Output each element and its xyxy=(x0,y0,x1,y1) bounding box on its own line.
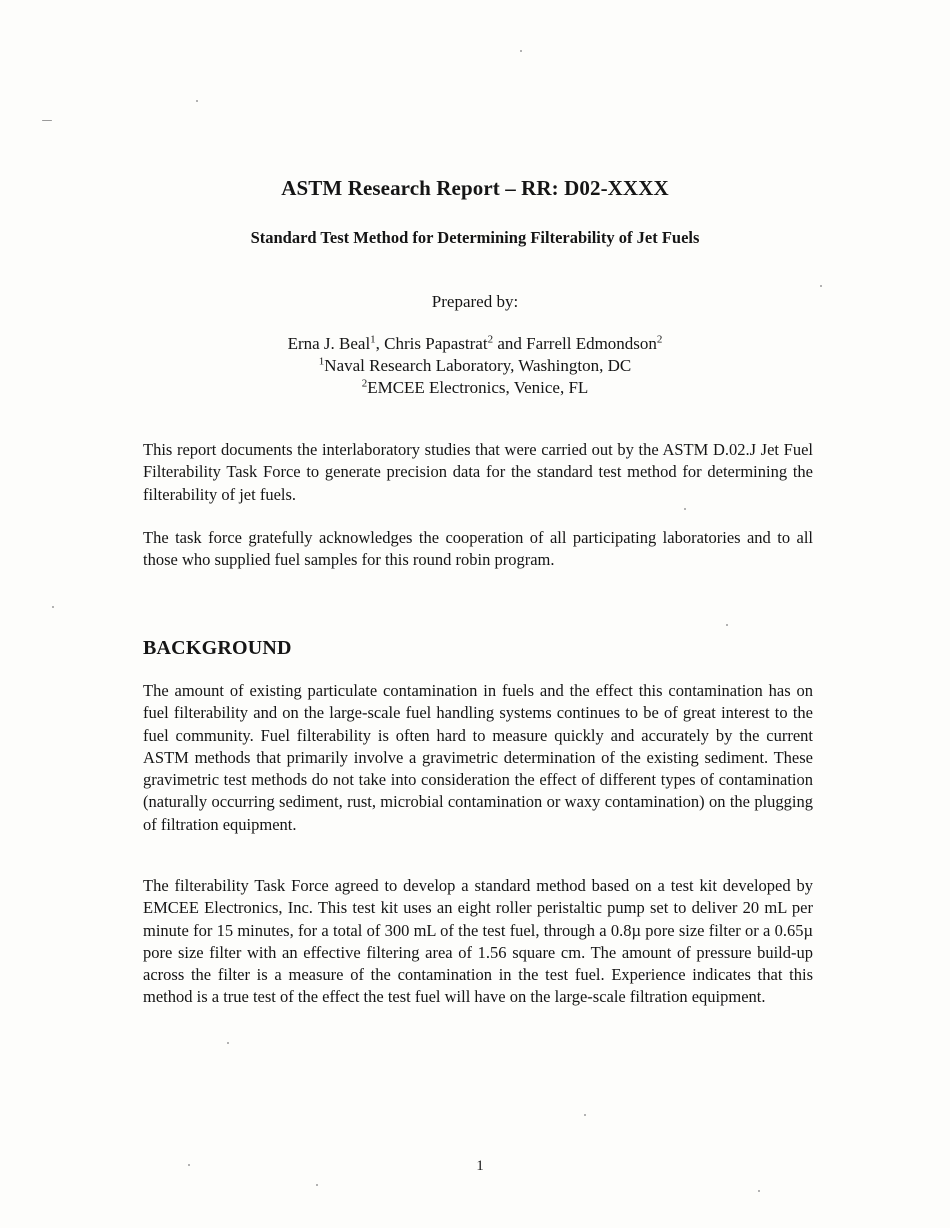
page-number: 1 xyxy=(476,1158,484,1174)
affiliation-text: Naval Research Laboratory, Washington, DC xyxy=(324,356,632,375)
affiliation-line xyxy=(0,377,950,399)
scan-speck xyxy=(316,1184,318,1186)
author-name: Farrell Edmondson xyxy=(526,334,657,353)
scan-speck xyxy=(758,1190,760,1192)
background-paragraph: The amount of existing particulate contamination in fuels and the effect this contamination has on fuel filterability and on the large-scale fuel handling systems continues to be of great interest to the fuel community. Fuel filterability is often hard to measure quickly and accurately by the current ASTM methods that primarily involve a gravimetric determination of the existing sediment. These gravimetric test methods do not take into consideration the effect of different types of contamination (naturally occurring sediment, rust, microbial contamination or waxy contamination) on the plugging of filtration equipment. xyxy=(143,681,813,834)
author-separator: and xyxy=(493,334,527,353)
scan-speck xyxy=(188,1164,190,1166)
affiliation-text: EMCEE Electronics, Venice, FL xyxy=(367,378,589,397)
scan-speck xyxy=(52,606,54,608)
author-block xyxy=(0,333,950,399)
scan-speck xyxy=(227,1042,229,1044)
scan-speck xyxy=(726,624,728,626)
affiliation-marker: 1 xyxy=(370,333,376,346)
prepared-by-label: Prepared by: xyxy=(431,292,519,311)
background-paragraph: The filterability Task Force agreed to develop a standard method based on a test kit developed by EMCEE Electronics, Inc. This test kit uses an eight roller peristaltic pump set to deliver 20 mL per minute for 15 minutes, for a total of 300 mL of the test fuel, through a 0.8µ pore size filter or a 0.65µ pore size filter with an effective filtering area of 1.56 square cm. The amount of pressure build-up across the filter is a measure of the contamination in the test fuel. Experience indicates that this method is a true test of the effect the test fuel will have on the large-scale filtration equipment. xyxy=(143,876,813,1007)
author-line xyxy=(0,333,950,355)
affiliation-marker: 1 xyxy=(318,355,325,368)
author-separator: , xyxy=(375,334,385,353)
scan-speck xyxy=(520,50,522,52)
affiliation-marker: 2 xyxy=(656,333,663,346)
scan-speck xyxy=(196,100,198,102)
author-name: Erna J. Beal xyxy=(287,334,371,353)
affiliation-marker: 2 xyxy=(487,333,494,346)
report-subtitle: Standard Test Method for Determining Filterability of Jet Fuels xyxy=(250,228,700,247)
acknowledgement-paragraph: The task force gratefully acknowledges the cooperation of all participating laboratories and to all those who supplied fuel samples for this round robin program. xyxy=(143,528,813,570)
section-heading: BACKGROUND xyxy=(143,637,292,659)
scan-speck xyxy=(820,285,822,287)
scan-speck xyxy=(584,1114,586,1116)
intro-paragraph: This report documents the interlaboratory studies that were carried out by the ASTM D.02.J Jet Fuel Filterability Task Force to generate precision data for the standard test method for determining the filterability of jet fuels. xyxy=(143,440,813,504)
scan-speck xyxy=(684,508,686,510)
report-title: ASTM Research Report – RR: D02-XXXX xyxy=(281,176,669,200)
affiliation-marker: 2 xyxy=(361,377,368,390)
affiliation-line xyxy=(0,355,950,377)
scan-speck xyxy=(42,120,52,121)
author-name: Chris Papastrat xyxy=(384,334,488,353)
